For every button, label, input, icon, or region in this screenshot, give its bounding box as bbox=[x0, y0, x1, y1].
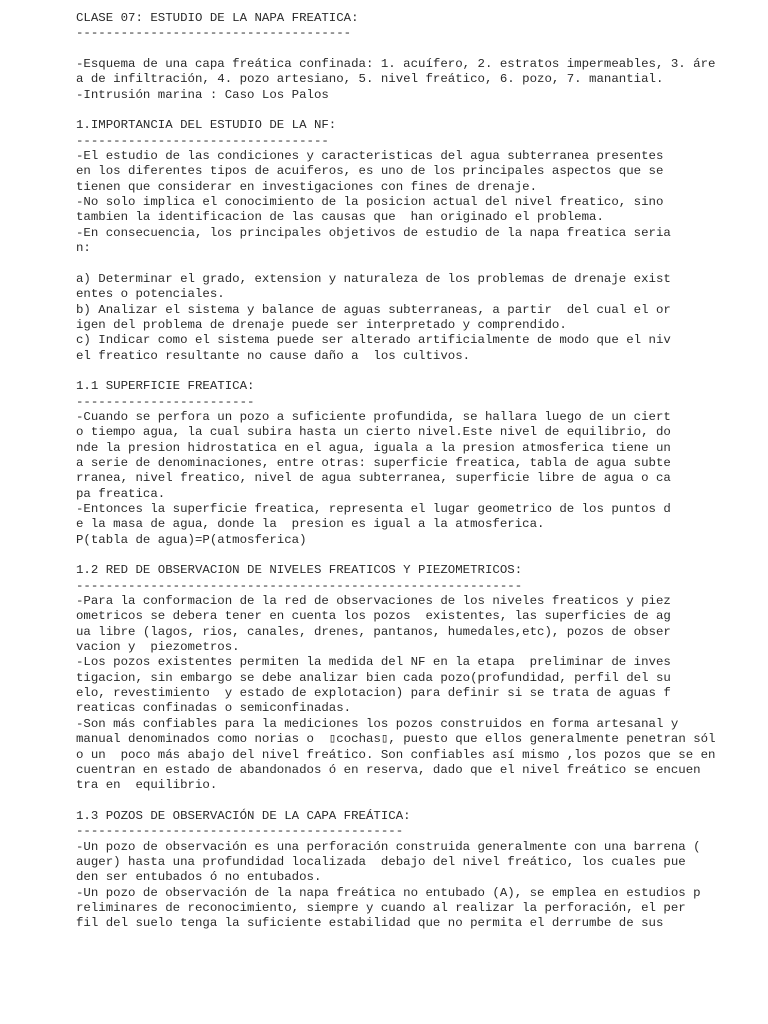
document-line: 1.2 RED DE OBSERVACION DE NIVELES FREATICOS Y PIEZOMETRICOS: bbox=[76, 563, 523, 578]
document-line: n: bbox=[76, 241, 91, 256]
document-line: pa freatica. bbox=[76, 486, 166, 501]
document-line: a) Determinar el grado, extension y naturaleza de los problemas de drenaje exist bbox=[76, 271, 671, 286]
document-line: -Para la conformacion de la red de observaciones de los niveles freaticos y piez bbox=[76, 594, 671, 609]
document-line: fil del suelo tenga la suficiente estabilidad que no permita el derrumbe de sus bbox=[76, 916, 664, 931]
document-line: igen del problema de drenaje puede ser interpretado y comprendido. bbox=[76, 317, 567, 332]
document-line: ------------------------ bbox=[76, 394, 255, 409]
document-line: 1.IMPORTANCIA DEL ESTUDIO DE LA NF: bbox=[76, 118, 337, 133]
document-line: P(tabla de agua)=P(atmosferica) bbox=[76, 532, 307, 547]
document-line: reliminares de reconocimiento, siempre y cuando al realizar la perforación, el per bbox=[76, 900, 686, 915]
document-line: el freatico resultante no cause daño a los cultivos. bbox=[76, 348, 471, 363]
document-line: rranea, nivel freatico, nivel de agua subterranea, superficie libre de agua o ca bbox=[76, 471, 671, 486]
document-line: -Esquema de una capa freática confinada: 1. acuífero, 2. estratos impermeables, 3. áre bbox=[76, 57, 716, 72]
document-line: o tiempo agua, la cual subira hasta un cierto nivel.Este nivel de equilibrio, do bbox=[76, 425, 671, 440]
document-line: manual denominados como norias o ▯cochas▯, puesto que ellos generalmente penetran sól bbox=[76, 732, 716, 747]
document-line: cuentran en estado de abandonados ó en reserva, dado que el nivel freático se encuen bbox=[76, 762, 701, 777]
document-line: -Intrusión marina : Caso Los Palos bbox=[76, 87, 329, 102]
document-line: reaticas confinadas o semiconfinadas. bbox=[76, 701, 352, 716]
document-text bbox=[76, 11, 756, 932]
document-line: elo, revestimiento y estado de explotacion) para definir si se trata de aguas f bbox=[76, 686, 671, 701]
document-line bbox=[76, 103, 756, 118]
document-line: nde la presion hidrostatica en el agua, iguala a la presion atmosferica tiene un bbox=[76, 440, 671, 455]
document-line: -No solo implica el conocimiento de la posicion actual del nivel freatico, sino bbox=[76, 195, 664, 210]
document-line: -Son más confiables para la mediciones los pozos construidos en forma artesanal y bbox=[76, 716, 679, 731]
document-line: b) Analizar el sistema y balance de aguas subterraneas, a partir del cual el or bbox=[76, 302, 671, 317]
document-line: o un poco más abajo del nivel freático. Son confiables así mismo ,los pozos que se en bbox=[76, 747, 716, 762]
document-line: -Cuando se perfora un pozo a suficiente profundida, se hallara luego de un ciert bbox=[76, 409, 671, 424]
document-line: a de infiltración, 4. pozo artesiano, 5. nivel freático, 6. pozo, 7. manantial. bbox=[76, 72, 664, 87]
document-line: tambien la identificacion de las causas que han originado el problema. bbox=[76, 210, 604, 225]
document-line: entes o potenciales. bbox=[76, 287, 225, 302]
document-line: tienen que considerar en investigaciones con fines de drenaje. bbox=[76, 179, 538, 194]
document-line: 1.3 POZOS DE OBSERVACIÓN DE LA CAPA FREÁTICA: bbox=[76, 808, 411, 823]
document-line bbox=[76, 548, 756, 563]
document-line: den ser entubados ó no entubados. bbox=[76, 870, 322, 885]
document-line: e la masa de agua, donde la presion es igual a la atmosferica. bbox=[76, 517, 545, 532]
document-line: ---------------------------------- bbox=[76, 133, 329, 148]
document-line: ua libre (lagos, rios, canales, drenes, pantanos, humedales,etc), pozos de obser bbox=[76, 624, 671, 639]
document-line: a serie de denominaciones, entre otras: superficie freatica, tabla de agua subte bbox=[76, 455, 671, 470]
document-line: tigacion, sin embargo se debe analizar bien cada pozo(profundidad, perfil del su bbox=[76, 670, 671, 685]
document-line: c) Indicar como el sistema puede ser alterado artificialmente de modo que el niv bbox=[76, 333, 671, 348]
document-line: -El estudio de las condiciones y caracteristicas del agua subterranea presentes bbox=[76, 149, 664, 164]
document-line: ometricos se debera tener en cuenta los pozos existentes, las superficies de ag bbox=[76, 609, 671, 624]
document-line: CLASE 07: ESTUDIO DE LA NAPA FREATICA: bbox=[76, 11, 359, 25]
document-line: -Los pozos existentes permiten la medida del NF en la etapa preliminar de inves bbox=[76, 655, 671, 670]
document-line: ------------------------------------------------------------ bbox=[76, 578, 523, 593]
document-line: auger) hasta una profundidad localizada debajo del nivel freático, los cuales pue bbox=[76, 854, 686, 869]
document-line: -------------------------------------------- bbox=[76, 824, 404, 839]
document-line: -Entonces la superficie freatica, representa el lugar geometrico de los puntos d bbox=[76, 502, 671, 516]
document-line bbox=[76, 42, 756, 57]
document-line: vacion y piezometros. bbox=[76, 640, 240, 655]
document-line: -Un pozo de observación de la napa freática no entubado (A), se emplea en estudios p bbox=[76, 885, 701, 900]
document-line bbox=[76, 364, 756, 379]
document-line bbox=[76, 257, 756, 272]
document-line: ------------------------------------- bbox=[76, 26, 352, 41]
document-line: -En consecuencia, los principales objetivos de estudio de la napa freatica seria bbox=[76, 225, 671, 240]
document-line: en los diferentes tipos de acuiferos, es uno de los principales aspectos que se bbox=[76, 164, 664, 179]
document-line bbox=[76, 794, 756, 809]
document-line: -Un pozo de observación es una perforación construida generalmente con una barrena ( bbox=[76, 839, 701, 854]
document-line: tra en equilibrio. bbox=[76, 778, 218, 793]
document-line: 1.1 SUPERFICIE FREATICA: bbox=[76, 379, 255, 394]
